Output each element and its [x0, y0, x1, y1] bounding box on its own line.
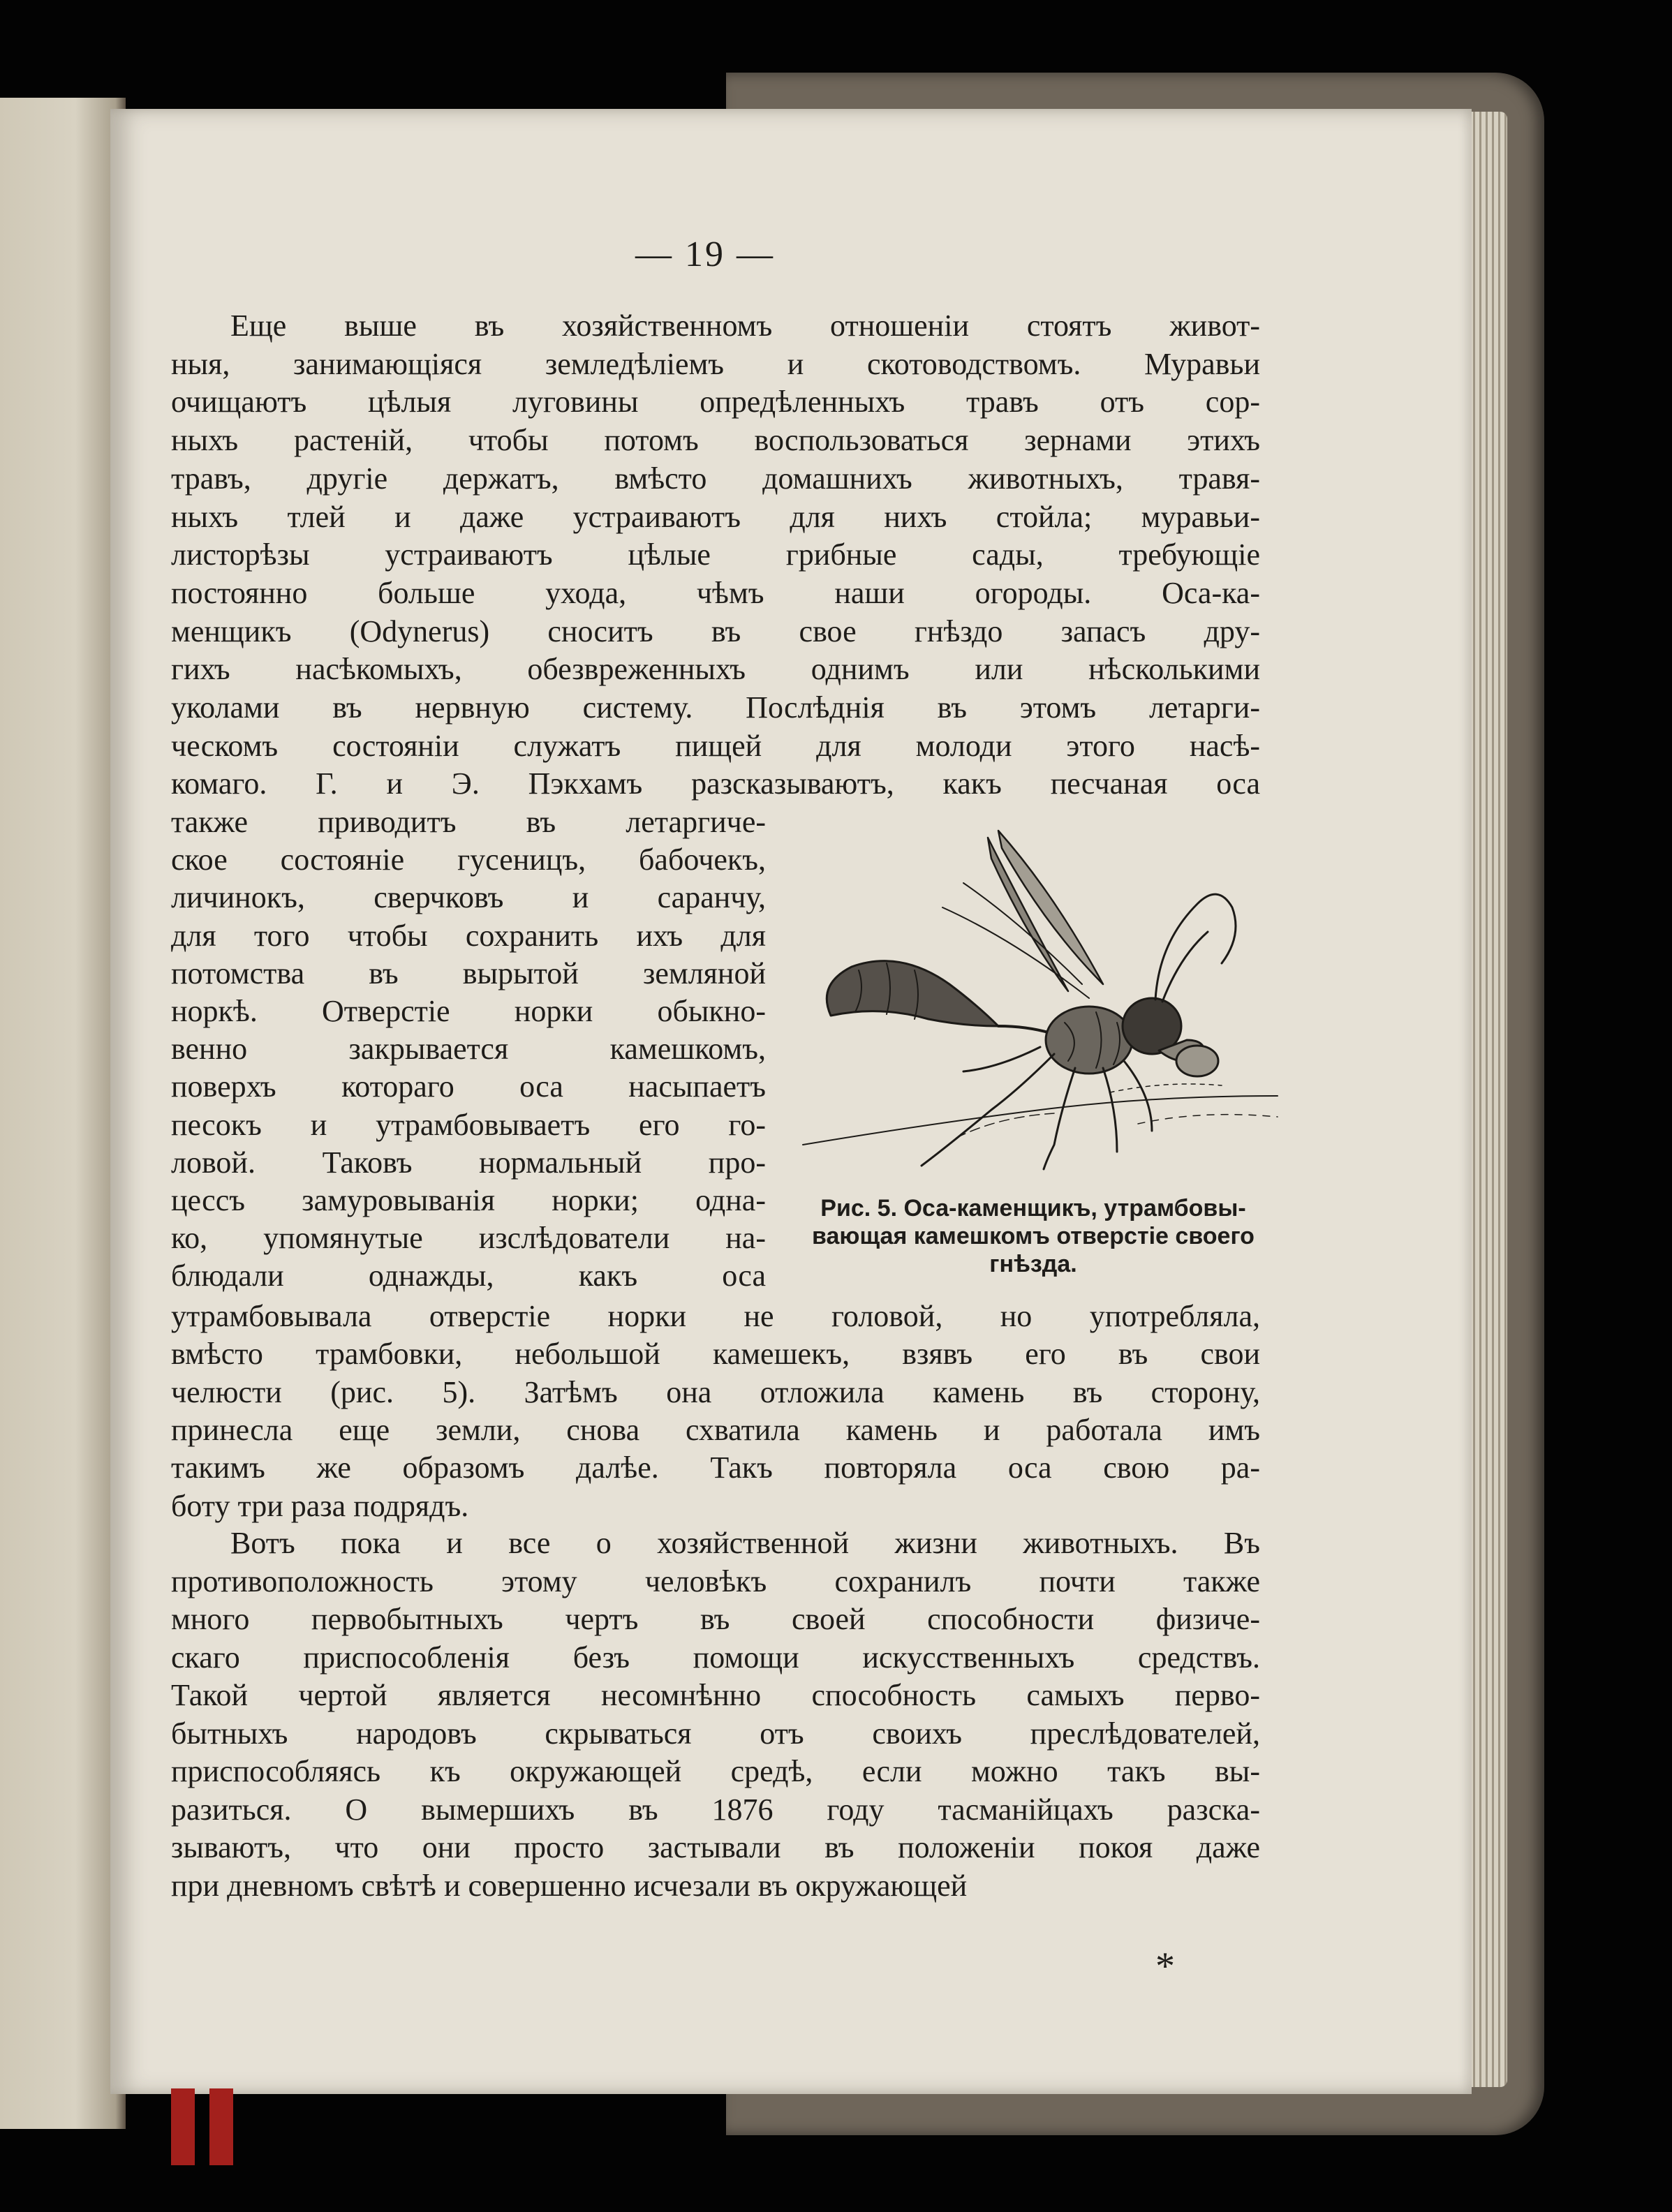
- text-line: менщикъ (Odynerus) сноситъ въ свое гнѣздо запасъ дру-: [171, 614, 1260, 648]
- text-line: очищаютъ цѣлыя луговины опредѣленныхъ травъ отъ сор-: [171, 385, 1260, 420]
- text-line: также приводитъ въ летаргиче-: [171, 805, 766, 839]
- text-line: комаго. Г. и Э. Пэкхамъ разсказываютъ, какъ песчаная оса: [171, 766, 1260, 801]
- text-line: норкѣ. Отверстiе норки обыкно-: [171, 994, 766, 1028]
- text-line: ко, упомянутые изслѣдователи на-: [171, 1221, 766, 1256]
- wasp-illustration-icon: [789, 817, 1292, 1180]
- text-line: вмѣсто трамбовки, небольшой камешекъ, взявъ его въ свои: [171, 1337, 1260, 1372]
- text-line: ловой. Таковъ нормальный про-: [171, 1145, 766, 1180]
- left-page-edge: [0, 98, 126, 2129]
- bookmark-ribbon: [209, 2088, 233, 2165]
- signature-mark: *: [1155, 1945, 1175, 1988]
- text-line: уколами въ нервную систему. Послѣднiя въ этомъ летарги-: [171, 690, 1260, 725]
- text-line: бытныхъ народовъ скрываться отъ своихъ преслѣдователей,: [171, 1716, 1260, 1751]
- text-line: травъ, другiе держатъ, вмѣсто домашнихъ животныхъ, травя-: [171, 461, 1260, 496]
- text-line: венно закрывается камешкомъ,: [171, 1032, 766, 1067]
- text-line: Еще выше въ хозяйственномъ отношенiи стоятъ живот-: [230, 309, 1260, 343]
- page-number: — 19 —: [635, 235, 775, 274]
- text-line: гихъ насѣкомыхъ, обезвреженныхъ однимъ или нѣсколькими: [171, 652, 1260, 687]
- text-line: цессъ замуровыванiя норки; одна-: [171, 1183, 766, 1217]
- text-line: при дневномъ свѣтѣ и совершенно исчезали въ окружающей: [171, 1868, 968, 1903]
- text-line: ческомъ состоянiи служатъ пищей для молоди этого насѣ-: [171, 728, 1260, 763]
- text-line: Вотъ пока и все о хозяйственной жизни животныхъ. Въ: [230, 1526, 1260, 1560]
- text-line: противоположность этому человѣкъ сохранилъ почти также: [171, 1564, 1260, 1598]
- text-line: утрамбовывала отверстiе норки не головой, но употребляла,: [171, 1299, 1260, 1333]
- text-line: челюсти (рис. 5). Затѣмъ она отложила камень въ сторону,: [171, 1374, 1260, 1409]
- caption-line: гнѣзда.: [989, 1251, 1077, 1277]
- text-line: ныхъ растенiй, чтобы потомъ воспользоваться зернами этихъ: [171, 423, 1260, 458]
- caption-line: вающая камешкомъ отверстiе своего: [812, 1223, 1255, 1249]
- text-line: скаго приспособленiя безъ помощи искусственныхъ средствъ.: [171, 1640, 1260, 1675]
- text-line: ское состоянiе гусеницъ, бабочекъ,: [171, 843, 766, 877]
- text-line: приспособляясь къ окружающей средѣ, если можно такъ вы-: [171, 1754, 1260, 1788]
- text-line: потомства въ вырытой земляной: [171, 956, 766, 990]
- text-line: блюдали однажды, какъ оса: [171, 1259, 766, 1293]
- text-line: боту три раза подрядъ.: [171, 1488, 469, 1523]
- text-line: поверхъ котораго оса насыпаетъ: [171, 1069, 766, 1104]
- text-line: постоянно больше ухода, чѣмъ наши огороды. Оса-ка-: [171, 575, 1260, 610]
- text-line: зываютъ, что они просто застывали въ положенiи покоя даже: [171, 1830, 1260, 1864]
- text-line: ныя, занимающiяся земледѣлiемъ и скотоводствомъ. Муравьи: [171, 346, 1260, 381]
- text-line: принесла еще земли, снова схватила камень и работала имъ: [171, 1412, 1260, 1447]
- text-line: личинокъ, сверчковъ и саранчу,: [171, 880, 766, 915]
- text-line: такимъ же образомъ далѣе. Такъ повторяла оса свою ра-: [171, 1450, 1260, 1485]
- caption-line: Рис. 5. Оса-каменщикъ, утрамбовы-: [820, 1195, 1246, 1222]
- text-line: Такой чертой является несомнѣнно способность самыхъ перво-: [171, 1678, 1260, 1712]
- text-line: для того чтобы сохранить ихъ для: [171, 918, 766, 953]
- text-line: листорѣзы устраиваютъ цѣлые грибные сады, требующiе: [171, 537, 1260, 572]
- text-line: много первобытныхъ чертъ въ своей способности физиче-: [171, 1602, 1260, 1636]
- text-line: ныхъ тлей и даже устраиваютъ для нихъ стойла; муравьи-: [171, 499, 1260, 534]
- text-line: разиться. О вымершихъ въ 1876 году тасманiйцахъ разска-: [171, 1792, 1260, 1827]
- bookmark-ribbon: [171, 2088, 195, 2165]
- text-line: песокъ и утрамбовываетъ его го-: [171, 1107, 766, 1142]
